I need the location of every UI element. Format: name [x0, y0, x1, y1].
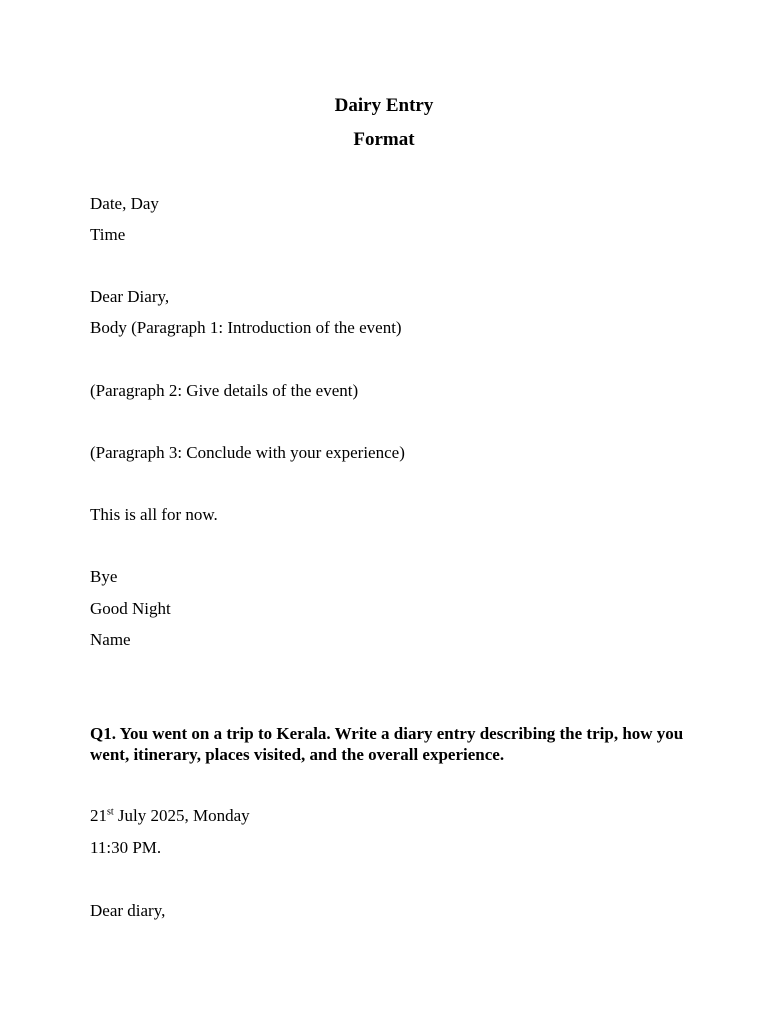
format-salutation: Dear Diary,	[90, 287, 170, 306]
question-text: Q1. You went on a trip to Kerala. Write a diary entry describing the trip, how you went, itinerary, places visited, and the overall experience.	[90, 724, 684, 764]
format-date-day: Date, Day	[90, 194, 159, 213]
answer-date-number: 21	[90, 806, 107, 825]
answer-time: 11:30 PM.	[90, 838, 162, 857]
format-time: Time	[90, 225, 126, 244]
format-good-night: Good Night	[90, 599, 171, 618]
format-body-paragraph-3: (Paragraph 3: Conclude with your experience)	[90, 443, 405, 462]
document-subtitle: Format	[353, 129, 415, 150]
format-bye: Bye	[90, 567, 118, 586]
format-body-paragraph-1: Body (Paragraph 1: Introduction of the event)	[90, 318, 402, 337]
answer-date-rest: July 2025, Monday	[113, 806, 250, 825]
format-name: Name	[90, 630, 131, 649]
answer-date-suffix: st	[107, 806, 114, 818]
format-body-paragraph-2: (Paragraph 2: Give details of the event)	[90, 381, 359, 400]
format-closing-line: This is all for now.	[90, 505, 218, 524]
answer-salutation: Dear diary,	[90, 901, 166, 920]
answer-date-day	[90, 806, 250, 826]
document-title: Dairy Entry	[334, 95, 434, 116]
